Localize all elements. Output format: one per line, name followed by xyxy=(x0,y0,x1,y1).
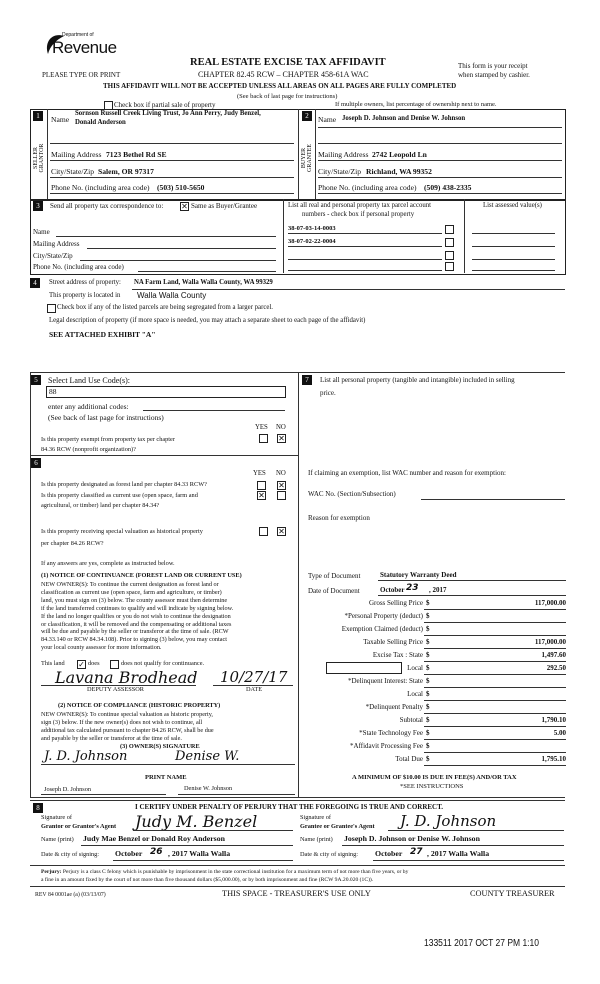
excise-tax-affidavit-page: Department of Revenue PLEASE TYPE OR PRINT REAL ESTATE EXCISE TAX AFFIDAVIT CHAPTER 82.45 RCW – CHAPTER 458-61A WAC This form is your receipt when stamped by cashier. THIS AFFIDAVIT WILL NOT BE ACCEPTED UNLESS ALL AREAS ON ALL PAGES ARE FULLY COMPLETED (See back of last page for instructions) Check box if partial sale of property If multiple owners, list percentage of ownership next to name. 1 2 SELLER GRANTOR BUYER GRANTEE Name Sornson Russell Creek Living Trust, Jo Ann Perry, Judy Benzel, Donald Anderson Mailing Address 7123 Bethel Rd SE City/State/Zip Salem, OR 97317 Phone No. (including area code) (503) 510-5650 Name Joseph D. Johnson and Denise W. Johnson Mailing Address 2742 Leopold Ln City/State/Zip Richland, WA 99352 Phone No. (including area code) (509) 438-2335 3 Send all property tax correspondence to: ✕ Same as Buyer/Grantee Name Mailing Address City/State/Zip Phone No. (including area code) List all real and personal property tax parcel account numbers - check box if personal property List assessed value(s) 38-07-03-14-0003 38-07-02-22-0004 4 Street address of property: NA Farm Land, Walla Walla County, WA 99329 This property is located in Walla Walla County Check box if any of the listed parcels are being segregated from a larger parcel. Legal description of property (if more space is needed, you may attach a separate sheet to each page of the affidavit) SEE ATTACHED EXHIBIT "A" 5 Select Land Use Code(s): 88 enter any additional codes: (See back of last page for instructions) YES NO Is this property exempt from property tax per chapter 84.36 RCW (nonprofit organization)? ✕ 6 YES NO Is this property designated as forest land per chapter 84.33 RCW? ✕ Is this property classified as current use (open space, farm and agricultural, or timber) land per chapter 84.34? ✕ Is this property receiving special valuation as historical property per chapter 84.26 RCW? ✕ If any answers are yes, complete as instructed below. (1) NOTICE OF CONTINUANCE (FOREST LAND OR CURRENT USE) NEW OWNER(S): To continue the current designation as forest land or classification as current use (open space, farm and agriculture, or timber) land, you must sign on (3) below. The county assessor must then determine if the land transferred continues to qualify and will indicate by signing below. If the land no longer qualifies or you do not wish to continue the designation or classification, it will be removed and the compensating or additional taxes will be due and payable by the seller or transferor at the time of sale. (RCW 84.33.140 or RCW 84.34.108). Prior to signing (3) below, you may contact your local county assessor for more information. This land ✓ does does not qualify for continuance. Lavana Brodhead 10/27/17 DEPUTY ASSESSOR DATE (2) NOTICE OF COMPLIANCE (HISTORIC PROPERTY) NEW OWNER(S): To continue special valuation as historic property, sign (3) below. If the new owner(s) does not wish to continue, all additional tax calculated pursuant to chapter 84.26 RCW, shall be due and payable by the seller or transferor at the time of sale. (3) OWNER(S) SIGNATURE J. D. Johnson Denise W. PRINT NAME Joseph D. Johnson Denise W. Johnson 7 List all personal property (tangible and intangible) included in selling price. If claiming an exemption, list WAC number and reason for exemption: WAC No. (Section/Subsection) Reason for exemption Type of Document Statutory Warranty Deed Date of Document October 23 , 2017 Gross Selling Price $ 117,000.00 *Personal Property (deduct) $ Exemption Claimed (deduct) $ Taxable Selling Price $ 117,000.00 Excise Tax : State $ 1,497.60 Local $ 292.50 *Delinquent Interest: State $ Local $ *Delinquent Penalty $ Subtotal $ 1,790.10 *State Technology Fee $ 5.00 *Affidavit Processing Fee $ Total Due $ 1,795.10 A MINIMUM OF $10.00 IS DUE IN FEE(S) AND/OR TAX *SEE INSTRUCTIONS 8 I CERTIFY UNDER PENALTY OF PERJURY THAT THE FOREGOING IS TRUE AND CORRECT. Signature of Grantor or Grantor's Agent Judy M. Benzel Name (print) Judy Mae Benzel or Donald Roy Anderson Date & city of signing: October 26 , 2017 Walla Walla Signature of Grantee or Grantee's Agent J. D. Johnson Name (print) Joseph D. Johnson or Denise W. Johnson Date & city of signing: October 27 , 2017 Walla Walla Perjury: Perjury is a class C felony which is punishable by imprisonment in the state correctional institution for a maximum term of not more than five years, or by a fine in an amount fixed by the court of not more than five thousand dollars ($5,000.00), or by both imprisonment and fine (RCW 9A.20.020 (1C)). REV 84 0001ae (a) (03/13/07) THIS SPACE - TREASURER'S USE ONLY COUNTY TREASURER 133511 2017 OCT 27 PM 1:10 xyxy=(0,0,600,984)
personal-property-checkbox[interactable] xyxy=(445,225,454,234)
print-name-2[interactable]: Denise W. Johnson xyxy=(184,785,233,792)
personal-property-checkbox[interactable] xyxy=(445,238,454,247)
assessor-signature: Lavana Brodhead xyxy=(55,668,198,687)
buyer-phone-label: Phone No. (including area code) xyxy=(318,183,417,192)
section-2-badge: 2 xyxy=(302,111,312,121)
seller-city-value[interactable]: Salem, OR 97317 xyxy=(98,167,154,176)
receipt-note-2: when stamped by cashier. xyxy=(458,71,530,79)
historic-question-2: per chapter 84.26 RCW? xyxy=(41,540,104,547)
amount-value[interactable]: 292.50 xyxy=(546,664,566,672)
currency-symbol: $ xyxy=(426,677,430,685)
assessed-value-field[interactable] xyxy=(472,233,555,234)
amount-row xyxy=(300,652,566,663)
amount-value[interactable]: 1,795.10 xyxy=(541,755,566,763)
located-in-value[interactable]: Walla Walla County xyxy=(137,291,207,300)
buyer-mailing-label: Mailing Address xyxy=(318,150,369,159)
amount-label: *State Technology Fee xyxy=(359,729,423,737)
currency-symbol: $ xyxy=(426,612,430,620)
grantor-signature[interactable]: Judy M. Benzel xyxy=(135,812,258,831)
assessed-header: List assessed value(s) xyxy=(483,202,542,209)
notice-compliance-title: (2) NOTICE OF COMPLIANCE (HISTORIC PROPERTY) xyxy=(58,702,221,709)
section-6-badge: 6 xyxy=(31,458,41,468)
date-label: DATE xyxy=(246,686,263,693)
grantor-date-rest[interactable]: , 2017 Walla Walla xyxy=(168,849,231,858)
see-instructions-note: *SEE INSTRUCTIONS xyxy=(400,783,464,790)
amount-label: *Delinquent Interest: State xyxy=(347,677,423,685)
located-in-label: This property is located in xyxy=(49,292,121,299)
currency-symbol: $ xyxy=(426,599,430,607)
street-address-value[interactable]: NA Farm Land, Walla Walla County, WA 99329 xyxy=(134,279,273,286)
corr-mailing-field[interactable] xyxy=(87,248,276,249)
no-header-5: NO xyxy=(276,424,286,431)
land-use-label: Select Land Use Code(s): xyxy=(48,376,130,385)
notice-compliance-text: NEW OWNER(S): To continue special valuation as historic property, sign (3) below. If the new owner(s) does not wish to continue, all additional tax calculated pursuant to chapter 84.26 RCW, shall be due and payable by the seller or transferor at the time of sale. xyxy=(41,711,214,742)
current-use-yes-checkbox[interactable]: ✕ xyxy=(258,491,265,500)
does-label: does xyxy=(88,660,100,667)
grantee-signature-label-2: Grantee or Grantee's Agent xyxy=(300,823,375,830)
multiple-owners-note: If multiple owners, list percentage of ownership next to name. xyxy=(335,101,497,108)
yes-header-5: YES xyxy=(255,424,268,431)
amount-row xyxy=(300,626,566,637)
wac-label: WAC No. (Section/Subsection) xyxy=(308,490,396,498)
form-title: REAL ESTATE EXCISE TAX AFFIDAVIT xyxy=(190,57,386,68)
parcel-number-field[interactable] xyxy=(288,270,442,271)
same-as-buyer-label: Same as Buyer/Grantee xyxy=(191,202,258,210)
grantor-signature-label-2: Grantor or Grantor's Agent xyxy=(41,823,117,830)
exempt-yes-checkbox[interactable] xyxy=(259,434,268,443)
buyer-mailing-value[interactable]: 2742 Leopold Ln xyxy=(372,150,427,159)
amount-label: *Personal Property (deduct) xyxy=(344,612,423,620)
see-back-note-5: (See back of last page for instructions) xyxy=(48,413,164,422)
forest-no-checkbox[interactable]: ✕ xyxy=(278,481,285,490)
minimum-due-note: A MINIMUM OF $10.00 IS DUE IN FEE(S) AND/OR TAX xyxy=(352,774,517,781)
currency-symbol: $ xyxy=(426,742,430,750)
reason-label: Reason for exemption xyxy=(308,514,370,522)
county-treasurer-label: COUNTY TREASURER xyxy=(470,889,555,898)
grantor-date-month[interactable]: October xyxy=(115,849,143,858)
grantee-date-rest[interactable]: , 2017 Walla Walla xyxy=(427,849,490,858)
amount-label: *Affidavit Processing Fee xyxy=(350,742,423,750)
personal-property-label-2: price. xyxy=(320,389,336,397)
amount-value[interactable]: 117,000.00 xyxy=(534,599,566,607)
amount-label: *Delinquent Penalty xyxy=(365,703,423,711)
amount-label: Gross Selling Price xyxy=(368,599,423,607)
section-1-badge: 1 xyxy=(33,111,43,121)
personal-property-checkbox[interactable] xyxy=(445,251,454,260)
deputy-assessor-label: DEPUTY ASSESSOR xyxy=(87,686,144,693)
assessed-value-field[interactable] xyxy=(472,259,555,260)
no-header-6: NO xyxy=(276,470,286,477)
exemption-label: If claiming an exemption, list WAC number and reason for exemption: xyxy=(308,469,506,477)
historic-no-checkbox[interactable]: ✕ xyxy=(278,527,285,536)
personal-property-label: List all personal property (tangible and intangible) included in selling xyxy=(320,376,515,384)
please-type-note: PLEASE TYPE OR PRINT xyxy=(42,71,121,79)
grantee-date-day[interactable]: 27 xyxy=(410,847,423,857)
amount-label: Exemption Claimed (deduct) xyxy=(341,625,423,633)
amount-row xyxy=(300,665,566,676)
amount-row xyxy=(300,678,566,689)
certify-statement: I CERTIFY UNDER PENALTY OF PERJURY THAT THE FOREGOING IS TRUE AND CORRECT. xyxy=(135,803,444,811)
seller-name-line2[interactable]: Donald Anderson xyxy=(75,119,126,126)
corr-mailing-label: Mailing Address xyxy=(33,240,80,248)
seller-phone-label: Phone No. (including area code) xyxy=(51,183,150,192)
amount-value[interactable]: 117,000.00 xyxy=(534,638,566,646)
parcel-header-2: numbers - check box if personal property xyxy=(302,211,415,218)
section-8-badge: 8 xyxy=(33,803,43,813)
receipt-note: This form is your receipt xyxy=(458,62,528,70)
amount-label: Excise Tax : State xyxy=(372,651,423,659)
amount-row xyxy=(300,639,566,650)
corr-name-field[interactable] xyxy=(56,236,276,237)
owner-signature-1: J. D. Johnson xyxy=(44,749,128,764)
buyer-name-label: Name xyxy=(318,115,337,124)
amount-label: Local xyxy=(407,690,423,698)
print-name-label: PRINT NAME xyxy=(145,774,187,781)
amount-row xyxy=(300,717,566,728)
legal-description-value[interactable]: SEE ATTACHED EXHIBIT "A" xyxy=(49,330,156,339)
buyer-city-label: City/State/Zip xyxy=(318,167,362,176)
currency-symbol: $ xyxy=(426,664,430,672)
buyer-phone-value[interactable]: (509) 438-2335 xyxy=(424,183,472,192)
partial-sale-label: Check box if partial sale of property xyxy=(114,101,216,109)
amount-label: Total Due xyxy=(395,755,423,763)
yes-header-6: YES xyxy=(253,470,266,477)
exempt-no-checkbox[interactable]: ✕ xyxy=(278,434,285,443)
grantor-name-label: Name (print) xyxy=(41,836,74,843)
amount-label: Taxable Selling Price xyxy=(363,638,423,646)
notice-continuance-title: (1) NOTICE OF CONTINUANCE (FOREST LAND OR CURRENT USE) xyxy=(41,572,242,579)
if-yes-note: If any answers are yes, complete as instructed below. xyxy=(41,560,175,567)
amount-row xyxy=(300,756,566,767)
chapter-line: CHAPTER 82.45 RCW – CHAPTER 458-61A WAC xyxy=(198,70,369,79)
doc-date-day[interactable]: 23 xyxy=(406,583,419,593)
land-use-code-value: 88 xyxy=(49,387,57,396)
amount-label: Subtotal xyxy=(399,716,423,724)
current-use-question-2: agricultural, or timber) land per chapter 84.34? xyxy=(41,502,160,509)
section-3-badge: 3 xyxy=(33,201,43,211)
grantee-date-month[interactable]: October xyxy=(375,849,403,858)
form-number: REV 84 0001ae (a) (03/13/07) xyxy=(35,892,106,898)
assessed-value-field[interactable] xyxy=(472,246,555,247)
currency-symbol: $ xyxy=(426,755,430,763)
grantor-signature-label: Signature of xyxy=(41,814,72,821)
currency-symbol: $ xyxy=(426,638,430,646)
amount-row xyxy=(300,730,566,741)
owner-signature-label: (3) OWNER(S) SIGNATURE xyxy=(120,743,200,750)
perjury-notice: Perjury: Perjury is a class C felony which is punishable by imprisonment in the state correctional institution for a maximum term of not more than five years, or by a fine in an amount fixed by the court of not more than five thousand dollars ($5,000.00), or by both imprisonment and fine (RCW 9A.20.020 (1C)). xyxy=(41,869,409,883)
section-5-badge: 5 xyxy=(31,375,41,385)
grantee-name-label: Name (print) xyxy=(300,836,333,843)
parcel-number[interactable]: 38-07-03-14-0003 xyxy=(288,225,336,232)
print-name-1[interactable]: Joseph D. Johnson xyxy=(44,786,92,793)
parcel-header-1: List all real and personal property tax parcel account xyxy=(288,202,432,209)
amount-row xyxy=(300,704,566,715)
amount-label: Local xyxy=(407,664,423,672)
same-as-buyer-checkbox[interactable]: ✕ xyxy=(181,202,188,211)
doc-date-label: Date of Document xyxy=(308,587,360,595)
corr-name-label: Name xyxy=(33,228,50,236)
parcel-number[interactable]: 38-07-02-22-0004 xyxy=(288,238,336,245)
treasurer-use-label: THIS SPACE - TREASURER'S USE ONLY xyxy=(222,889,371,898)
doc-type-value[interactable]: Statutory Warranty Deed xyxy=(380,571,457,579)
currency-symbol: $ xyxy=(426,729,430,737)
grantee-signature-label: Signature of xyxy=(300,814,331,821)
seller-name-label: Name xyxy=(51,115,70,124)
notice-continuance-text: NEW OWNER(S): To continue the current designation as forest land or classification as current use (open space, farm and agriculture, or timber) land, you must sign on (3) below. The county assessor must then determine if the land transferred continues to qualify and will indicate by signing below. If the land no longer qualifies or you do not wish to continue the designation or classification, it will be removed and the compensating or additional taxes will be due and payable by the seller or transferor at the time of sale. (RCW 84.33.140 or RCW 84.34.108). Prior to signing (3) below, you may contact your local county assessor for more information. xyxy=(41,581,234,652)
assessed-value-field[interactable] xyxy=(472,270,555,271)
amount-value[interactable]: 1,790.10 xyxy=(541,716,566,724)
currency-symbol: $ xyxy=(426,690,430,698)
send-correspondence-label: Send all property tax correspondence to: xyxy=(50,202,164,210)
corr-phone-label: Phone No. (including area code) xyxy=(33,263,124,271)
section-4-badge: 4 xyxy=(30,278,40,288)
grantee-name-value[interactable]: Joseph D. Johnson or Denise W. Johnson xyxy=(344,834,480,843)
legal-description-label: Legal description of property (if more space is needed, you may attach a separate sheet to each page of the affidavit) xyxy=(49,317,366,324)
land-use-code-select[interactable] xyxy=(46,386,286,398)
seller-side-label: SELLER GRANTOR xyxy=(33,143,45,173)
amount-row xyxy=(300,600,566,611)
does-not-label: does not qualify for continuance. xyxy=(121,660,205,667)
warning-text: THIS AFFIDAVIT WILL NOT BE ACCEPTED UNLESS ALL AREAS ON ALL PAGES ARE FULLY COMPLETED xyxy=(103,82,457,90)
grantor-date-label: Date & city of signing: xyxy=(41,851,100,858)
grantee-signature[interactable]: J. D. Johnson xyxy=(400,812,497,830)
seller-mailing-value[interactable]: 7123 Bethel Rd SE xyxy=(106,150,167,159)
currency-symbol: $ xyxy=(426,651,430,659)
seller-mailing-label: Mailing Address xyxy=(51,150,102,159)
grantee-date-label: Date & city of signing: xyxy=(300,851,359,858)
section-7-badge: 7 xyxy=(302,375,312,385)
amount-row xyxy=(300,743,566,754)
doc-date-year[interactable]: , 2017 xyxy=(429,586,447,594)
buyer-city-value[interactable]: Richland, WA 99352 xyxy=(366,167,432,176)
amount-row xyxy=(300,613,566,624)
current-use-question: Is this property classified as current use (open space, farm and xyxy=(41,492,198,499)
owner-signature-2: Denise W. xyxy=(175,749,240,764)
currency-symbol: $ xyxy=(426,703,430,711)
additional-codes-label: enter any additional codes: xyxy=(48,402,129,411)
street-address-label: Street address of property: xyxy=(49,279,121,286)
grantor-date-day[interactable]: 26 xyxy=(150,847,163,857)
currency-symbol: $ xyxy=(426,625,430,633)
amount-value[interactable]: 5.00 xyxy=(553,729,566,737)
segregated-label: Check box if any of the listed parcels are being segregated from a larger parcel. xyxy=(57,304,273,311)
additional-codes-field[interactable] xyxy=(143,410,285,411)
buyer-side-label: BUYER GRANTEE xyxy=(301,144,313,172)
corr-city-field[interactable] xyxy=(80,260,276,261)
currency-symbol: $ xyxy=(426,716,430,724)
corr-city-label: City/State/Zip xyxy=(33,252,73,260)
seller-name-line1[interactable]: Sornson Russell Creek Living Trust, Jo Ann Perry, Judy Benzel, xyxy=(75,110,261,117)
exempt-question-2: 84.36 RCW (nonprofit organization)? xyxy=(41,446,136,453)
corr-phone-field[interactable] xyxy=(138,271,276,272)
forest-yes-checkbox[interactable] xyxy=(257,481,266,490)
current-use-no-checkbox[interactable] xyxy=(277,491,286,500)
wac-field[interactable] xyxy=(421,499,565,500)
historic-question: Is this property receiving special valuation as historical property xyxy=(41,528,203,535)
seller-phone-value[interactable]: (503) 510-5650 xyxy=(157,183,205,192)
qualifies-checkbox[interactable]: ✓ xyxy=(78,660,85,669)
forest-question: Is this property designated as forest land per chapter 84.33 RCW? xyxy=(41,481,207,488)
doc-type-label: Type of Document xyxy=(308,572,361,580)
buyer-name-value[interactable]: Joseph D. Johnson and Denise W. Johnson xyxy=(342,115,466,122)
segregated-checkbox[interactable] xyxy=(47,304,56,313)
see-back-note: (See back of last page for instructions) xyxy=(237,93,338,100)
seller-city-label: City/State/Zip xyxy=(51,167,95,176)
exempt-question: Is this property exempt from property tax per chapter xyxy=(41,436,175,443)
this-land-label: This land xyxy=(41,660,65,667)
grantor-name-value[interactable]: Judy Mae Benzel or Donald Roy Anderson xyxy=(83,834,225,843)
amount-value[interactable]: 1,497.60 xyxy=(541,651,566,659)
assessor-date: 10/27/17 xyxy=(220,668,288,686)
amount-row xyxy=(300,691,566,702)
personal-property-checkbox[interactable] xyxy=(445,262,454,271)
treasurer-stamp: 133511 2017 OCT 27 PM 1:10 xyxy=(424,938,539,949)
doc-date-month[interactable]: October xyxy=(380,586,405,594)
historic-yes-checkbox[interactable] xyxy=(259,527,268,536)
parcel-number-field[interactable] xyxy=(288,259,442,260)
